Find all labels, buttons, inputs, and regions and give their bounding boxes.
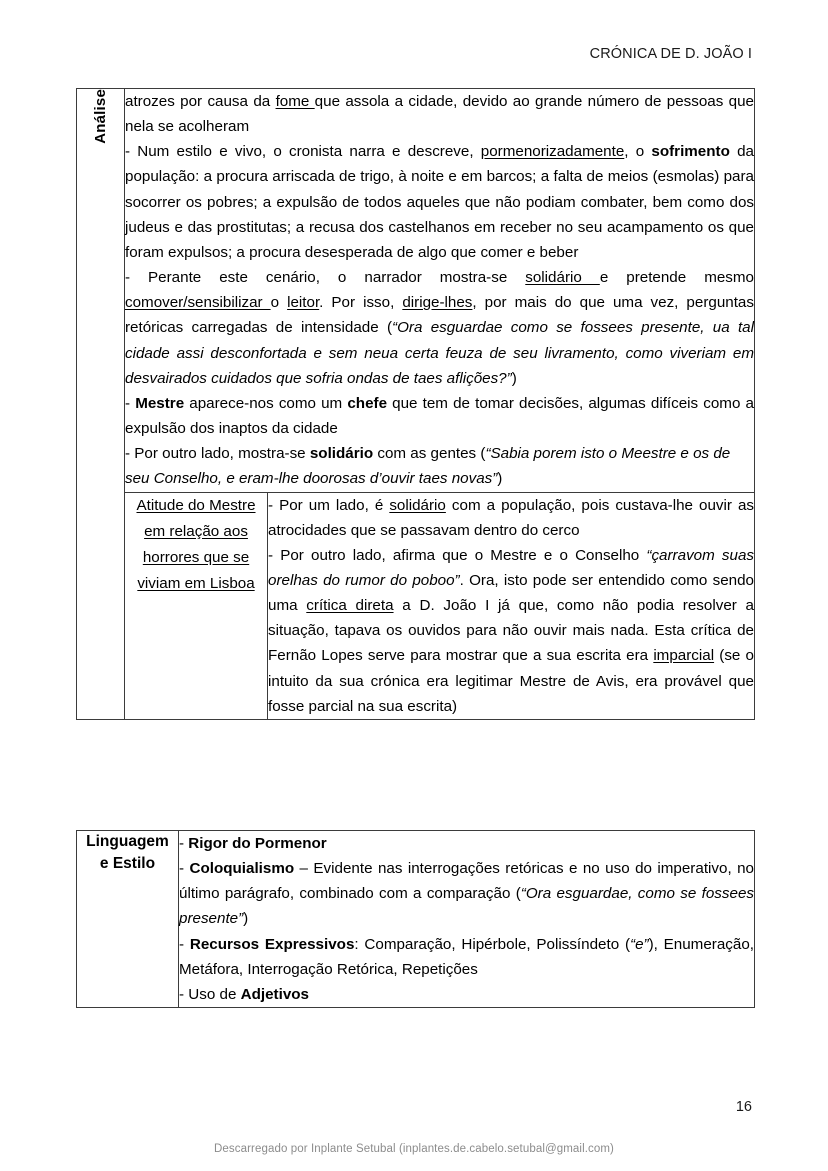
linguagem-row-label-line1: Linguagem xyxy=(86,833,169,850)
footer-download-note: Descarregado por Inplante Setubal (inplantes.de.cabelo.setubal@gmail.com) xyxy=(214,1143,614,1155)
text-run-underline: pormenorizadamente xyxy=(480,143,625,161)
text-run-normal: que assola a cidade, devido ao grande número de pessoas que nela se acolheram xyxy=(125,93,755,136)
linguagem-body-cell xyxy=(179,831,755,1008)
text-run-normal: da população: a procura arriscada de trigo, à noite e em barcos; a falta de meios (esmolas) para socorrer os pobres; a expulsão de todos aqueles que não podiam combater, bem como dos judeus e das prostitutas; a recusa dos castelhanos em receber no seu acampamento os que foram expulsos; a procura desesperada de algo que comer e beber xyxy=(125,143,754,261)
linguagem-row-label-line2: e Estilo xyxy=(99,855,156,873)
text-run-underline: fome xyxy=(275,93,315,110)
analise-table xyxy=(76,88,755,720)
text-run-normal: - xyxy=(125,394,136,412)
text-run-normal: - Num estilo e vivo, o cronista narra e descreve, xyxy=(125,143,481,161)
table-row xyxy=(77,89,755,493)
text-run-normal: . Por isso, xyxy=(319,294,403,312)
text-run-normal: – Evidente nas interrogações retóricas e no uso do imperativo, no último parágrafo, combinado com a comparação ( xyxy=(179,860,754,903)
text-run-bold: Recursos Expressivos xyxy=(189,935,355,953)
running-header-title: CRÓNICA DE D. JOÃO I xyxy=(589,46,752,62)
text-run-normal: - Por outro lado, afirma que o Mestre e o Conselho xyxy=(268,546,647,564)
text-run-normal: - Por um lado, é xyxy=(268,496,390,514)
text-run-normal: , o xyxy=(624,143,652,161)
text-run-underline: leitor xyxy=(287,294,320,312)
text-run-normal: ) xyxy=(511,369,517,387)
text-run-normal: - Perante este cenário, o narrador mostra-se xyxy=(125,269,526,287)
analise-paragraph-list xyxy=(125,89,754,492)
table-row xyxy=(77,492,755,720)
analise-row-label: Análise xyxy=(92,89,109,144)
analise-subsection-table xyxy=(124,492,755,720)
text-run-normal: , por mais do que uma vez, perguntas retóricas carregadas de intensidade ( xyxy=(125,294,754,337)
paragraph xyxy=(268,493,754,543)
text-run-normal: (se o intuito da sua crónica era legitimar Mestre de Avis, era provável que fosse parcial na sua escrita) xyxy=(268,647,754,715)
text-run-normal: - Uso de xyxy=(179,985,241,1003)
paragraph xyxy=(179,982,754,1007)
table-row xyxy=(77,831,755,1008)
text-run-normal: : Comparação, Hipérbole, Polissíndeto ( xyxy=(354,935,631,953)
text-run-normal: - xyxy=(179,860,190,878)
text-run-underline: comover/sensibilizar xyxy=(125,294,271,312)
text-run-normal: e pretende mesmo xyxy=(599,269,754,287)
text-run-normal: ) xyxy=(243,910,249,928)
text-run-underline: solidário xyxy=(525,269,600,287)
text-run-bold: Mestre xyxy=(135,394,185,412)
text-run-underline: imparcial xyxy=(653,647,715,665)
text-run-normal: ), Enumeração, Metáfora, Interrogação Retórica, Repetições xyxy=(179,935,754,978)
text-run-bold: solidário xyxy=(309,445,374,463)
text-run-normal: que tem de tomar decisões, algumas difíceis como a expulsão dos inaptos da cidade xyxy=(125,394,754,438)
text-run-bold: chefe xyxy=(347,394,388,412)
paragraph xyxy=(125,265,754,391)
linguagem-estilo-table xyxy=(76,830,755,1008)
analise-row-label-cell xyxy=(77,89,125,720)
text-run-normal: a D. João I já que, como não podia resolver a situação, tapava os ouvidos para não ouvir mais nada. Esta crítica de Fernão Lopes serve para mostrar que a sua escrita era xyxy=(268,597,755,665)
text-run-normal: ) xyxy=(497,470,503,488)
subsection-paragraph-list xyxy=(268,493,754,719)
paragraph xyxy=(179,856,754,931)
subsection-label-cell xyxy=(125,492,268,719)
text-run-normal: - Por outro lado, mostra-se xyxy=(125,445,310,463)
analise-subsection-cell xyxy=(125,492,755,720)
paragraph xyxy=(179,932,754,982)
text-run-normal: aparece-nos como um xyxy=(184,394,348,412)
text-run-underline: solidário xyxy=(389,496,446,514)
paragraph xyxy=(125,89,754,139)
text-run-italic: “Ora esguardae como se fossees presente, ua tal cidade assi desconfortada e sem neua certa feuza de seu livramento, como viveriam em desvairados cuidados que sofria ondas de taes aflições?” xyxy=(125,319,754,387)
text-run-normal: - xyxy=(179,835,189,852)
subsection-label: Atitude do Mestre em relação aos horrores que se viviam em Lisboa xyxy=(136,496,256,592)
text-run-bold: Coloquialismo xyxy=(189,860,295,878)
subsection-body-cell xyxy=(268,492,755,719)
text-run-normal: atrozes por causa da xyxy=(125,93,276,110)
text-run-normal: com as gentes ( xyxy=(373,445,486,463)
text-run-normal: . Ora, isto pode ser entendido como sendo uma xyxy=(268,571,754,615)
paragraph xyxy=(268,543,754,719)
paragraph xyxy=(125,441,754,491)
text-run-bold: sofrimento xyxy=(651,143,730,161)
text-run-normal: com a população, pois custava-lhe ouvir as atrocidades que se passavam dentro do cerco xyxy=(268,496,754,539)
text-run-italic: “çarravom suas orelhas do rumor do poboo” xyxy=(268,546,754,589)
text-run-italic: “Sabia porem isto o Meestre e os de seu Conselho, e eram-lhe doorosas d’ouvir taes novas” xyxy=(125,445,731,488)
linguagem-paragraph-list xyxy=(179,831,754,1007)
table-row xyxy=(125,492,755,719)
text-run-bold: Rigor do Pormenor xyxy=(188,835,327,852)
analise-body-cell xyxy=(125,89,755,493)
text-run-italic: “e” xyxy=(630,935,649,953)
linguagem-row-label-cell xyxy=(77,831,179,1008)
text-run-underline: dirige-lhes xyxy=(402,294,473,312)
paragraph xyxy=(125,391,754,441)
paragraph xyxy=(125,139,754,265)
text-run-italic: “Ora esguardae, como se fossees presente” xyxy=(179,885,754,928)
text-run-normal: - xyxy=(179,935,190,953)
page-number: 16 xyxy=(735,1099,752,1115)
text-run-bold: Adjetivos xyxy=(240,985,309,1003)
text-run-underline: crítica direta xyxy=(306,597,394,615)
paragraph xyxy=(179,831,754,856)
text-run-normal: o xyxy=(270,294,288,312)
